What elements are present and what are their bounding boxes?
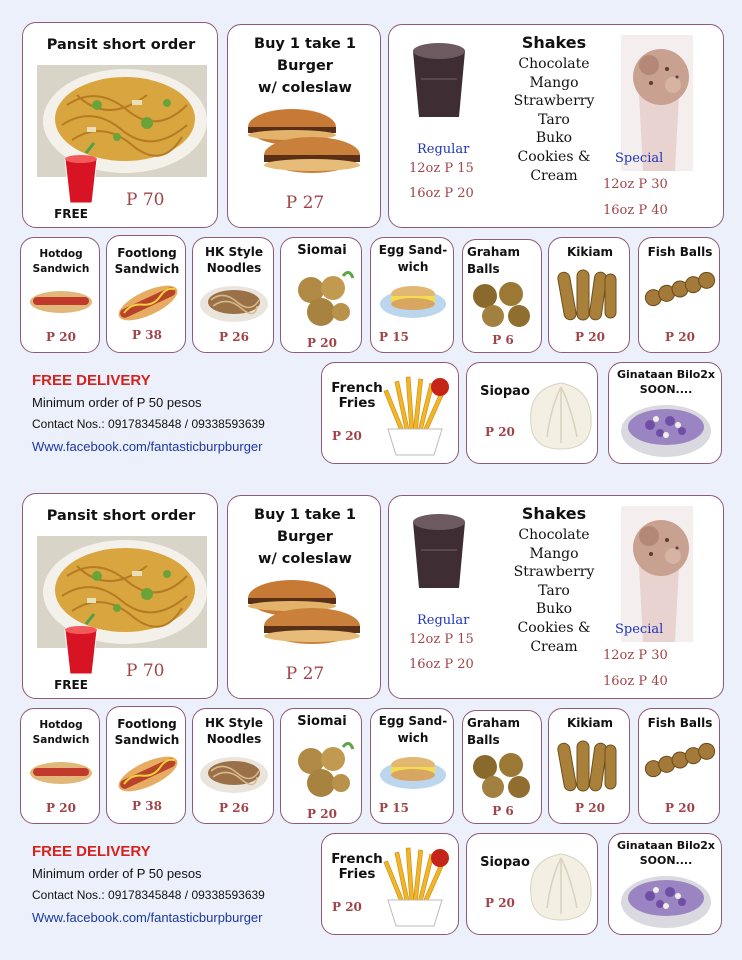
item-price: P 20: [575, 801, 605, 815]
menu-item-hotdog-sandwich: [20, 708, 100, 824]
noodles-image: [199, 280, 269, 324]
item-price: P 38: [132, 799, 162, 813]
item-name: Fish Balls: [647, 716, 713, 730]
shake-flavor: Buko: [535, 601, 573, 618]
hotdog-image: [29, 757, 93, 785]
shake-flavor: Chocolate: [518, 527, 590, 543]
menu-item-siomai: [280, 237, 362, 353]
item-price: P 15: [379, 330, 409, 344]
item-name: Hotdog Sandwich: [32, 248, 90, 275]
siomai-image: [289, 266, 355, 332]
item-price: P 20: [665, 330, 695, 344]
shake-flavor: Cookies &: [517, 619, 591, 636]
special-price-12oz: 12oz P 30: [603, 177, 668, 192]
menu-item-siopao: [466, 833, 598, 935]
pansit-free-label: FREE: [54, 207, 88, 221]
item-name: Ginataan Bilo2x SOON....: [616, 839, 716, 867]
item-name: Siomai: [297, 714, 347, 729]
french-fries-image: [382, 371, 452, 455]
item-price: P 38: [132, 328, 162, 342]
graham-balls-image: [469, 751, 533, 799]
special-label: Special: [615, 151, 664, 166]
item-price: P 20: [332, 900, 362, 914]
item-price: P 20: [332, 429, 362, 443]
siomai-image: [289, 737, 355, 803]
menu-item-fish-balls: [638, 237, 720, 353]
item-name: HK Style Noodles: [205, 245, 263, 275]
menu-item-footlong-sandwich: [106, 235, 186, 353]
special-price-16oz: 16oz P 40: [603, 203, 668, 218]
shakes-card: [388, 24, 724, 228]
menu-item-footlong-sandwich: [106, 706, 186, 824]
item-price: P 20: [307, 336, 337, 350]
free-delivery-heading: FREE DELIVERY: [32, 372, 151, 389]
item-name: French Fries: [331, 851, 383, 882]
fish-balls-image: [642, 739, 718, 781]
menu-item-ginataan: [608, 833, 722, 935]
free-delivery-heading: FREE DELIVERY: [32, 843, 151, 860]
footlong-image: [116, 282, 180, 324]
regular-price-12oz: 12oz P 15: [409, 632, 474, 647]
menu-item-kikiam: [548, 237, 630, 353]
egg-sandwich-image: [379, 751, 447, 791]
item-name: Egg Sand- wich: [378, 714, 448, 745]
shakes-card: [388, 495, 724, 699]
french-fries-image: [382, 842, 452, 926]
item-name: Hotdog Sandwich: [32, 719, 90, 746]
ginataan-image: [620, 399, 712, 459]
fish-balls-image: [642, 268, 718, 310]
shakes-title: Shakes: [521, 33, 587, 52]
menu-item-french-fries: [321, 362, 459, 464]
shake-flavor-list: [499, 526, 609, 656]
item-name: Footlong Sandwich: [114, 246, 180, 276]
item-price: P 15: [379, 801, 409, 815]
item-name: Graham Balls: [467, 245, 521, 276]
shake-flavor-list: [499, 55, 609, 185]
shake-flavor: Taro: [538, 111, 570, 128]
menu-item-hk-style-noodles: [192, 708, 274, 824]
kikiam-image: [559, 266, 619, 324]
item-name: Siomai: [297, 243, 347, 258]
shake-flavor: Cookies &: [517, 148, 591, 165]
shake-flavor: Mango: [529, 545, 579, 562]
siopao-image: [527, 377, 595, 453]
item-name: Kikiam: [566, 716, 614, 730]
ginataan-image: [620, 870, 712, 930]
facebook-link[interactable]: Www.facebook.com/fantasticburpburger: [32, 910, 263, 925]
item-name: Graham Balls: [467, 716, 521, 747]
burger-price: P 27: [285, 193, 325, 213]
regular-label: Regular: [417, 142, 470, 157]
pansit-price: P 70: [126, 190, 165, 210]
burger-card: [227, 24, 381, 228]
shake-flavor: Buko: [535, 130, 573, 147]
burger-title: Buy 1 take 1 Burger w/ coleslaw: [254, 36, 356, 96]
menu-item-french-fries: [321, 833, 459, 935]
pansit-free-label: FREE: [54, 678, 88, 692]
burger-image: [244, 105, 364, 185]
shake-flavor: Cream: [530, 167, 578, 184]
item-price: P 20: [665, 801, 695, 815]
regular-label: Regular: [417, 613, 470, 628]
item-name: Siopao: [480, 384, 530, 399]
minimum-order-text: Minimum order of P 50 pesos: [32, 395, 202, 410]
drink-cup-image: [61, 624, 101, 676]
pansit-card: [22, 493, 218, 699]
item-price: P 20: [46, 330, 76, 344]
hotdog-image: [29, 286, 93, 314]
facebook-link[interactable]: Www.facebook.com/fantasticburpburger: [32, 439, 263, 454]
pansit-title: Pansit short order: [46, 508, 196, 524]
item-name: Ginataan Bilo2x SOON....: [616, 368, 716, 396]
special-label: Special: [615, 622, 664, 637]
pansit-card: [22, 22, 218, 228]
item-name: HK Style Noodles: [205, 716, 263, 746]
minimum-order-text: Minimum order of P 50 pesos: [32, 866, 202, 881]
drink-cup-image: [61, 153, 101, 205]
menu-item-hotdog-sandwich: [20, 237, 100, 353]
pansit-title: Pansit short order: [46, 37, 196, 53]
special-price-16oz: 16oz P 40: [603, 674, 668, 689]
item-name: Fish Balls: [647, 245, 713, 259]
item-price: P 6: [492, 333, 514, 347]
siopao-image: [527, 848, 595, 924]
chocolate-shake-image: [411, 39, 467, 119]
item-name: Footlong Sandwich: [114, 717, 180, 747]
regular-price-16oz: 16oz P 20: [409, 657, 474, 672]
chocolate-shake-image: [411, 510, 467, 590]
item-name: Egg Sand- wich: [378, 243, 448, 274]
regular-price-16oz: 16oz P 20: [409, 186, 474, 201]
item-price: P 20: [46, 801, 76, 815]
burger-card: [227, 495, 381, 699]
shakes-title: Shakes: [521, 504, 587, 523]
menu-item-kikiam: [548, 708, 630, 824]
burger-image: [244, 576, 364, 656]
shake-flavor: Taro: [538, 582, 570, 599]
kikiam-image: [559, 737, 619, 795]
item-price: P 20: [307, 807, 337, 821]
regular-price-12oz: 12oz P 15: [409, 161, 474, 176]
menu-item-graham-balls: [462, 239, 542, 353]
shake-flavor: Cream: [530, 638, 578, 655]
item-name: Siopao: [480, 855, 530, 870]
item-price: P 26: [219, 330, 249, 344]
menu-item-fish-balls: [638, 708, 720, 824]
special-price-12oz: 12oz P 30: [603, 648, 668, 663]
menu-flyer-top: [0, 0, 742, 470]
noodles-image: [199, 751, 269, 795]
item-price: P 6: [492, 804, 514, 818]
pansit-price: P 70: [126, 661, 165, 681]
item-price: P 26: [219, 801, 249, 815]
item-name: French Fries: [331, 380, 383, 411]
menu-item-siopao: [466, 362, 598, 464]
item-price: P 20: [485, 425, 515, 439]
menu-flyer-bottom: [0, 471, 742, 941]
menu-item-egg-sandwich: [370, 237, 454, 353]
burger-title: Buy 1 take 1 Burger w/ coleslaw: [254, 507, 356, 567]
contact-numbers: Contact Nos.: 09178345848 / 09338593639: [32, 888, 265, 902]
shake-flavor: Chocolate: [518, 56, 590, 72]
menu-item-graham-balls: [462, 710, 542, 824]
menu-item-ginataan: [608, 362, 722, 464]
contact-numbers: Contact Nos.: 09178345848 / 09338593639: [32, 417, 265, 431]
item-name: Kikiam: [566, 245, 614, 259]
item-price: P 20: [485, 896, 515, 910]
shake-flavor: Strawberry: [513, 93, 595, 110]
item-price: P 20: [575, 330, 605, 344]
footlong-image: [116, 753, 180, 795]
egg-sandwich-image: [379, 280, 447, 320]
menu-item-hk-style-noodles: [192, 237, 274, 353]
burger-price: P 27: [285, 664, 325, 684]
shake-flavor: Strawberry: [513, 564, 595, 581]
menu-item-egg-sandwich: [370, 708, 454, 824]
menu-item-siomai: [280, 708, 362, 824]
graham-balls-image: [469, 280, 533, 328]
shake-flavor: Mango: [529, 74, 579, 91]
